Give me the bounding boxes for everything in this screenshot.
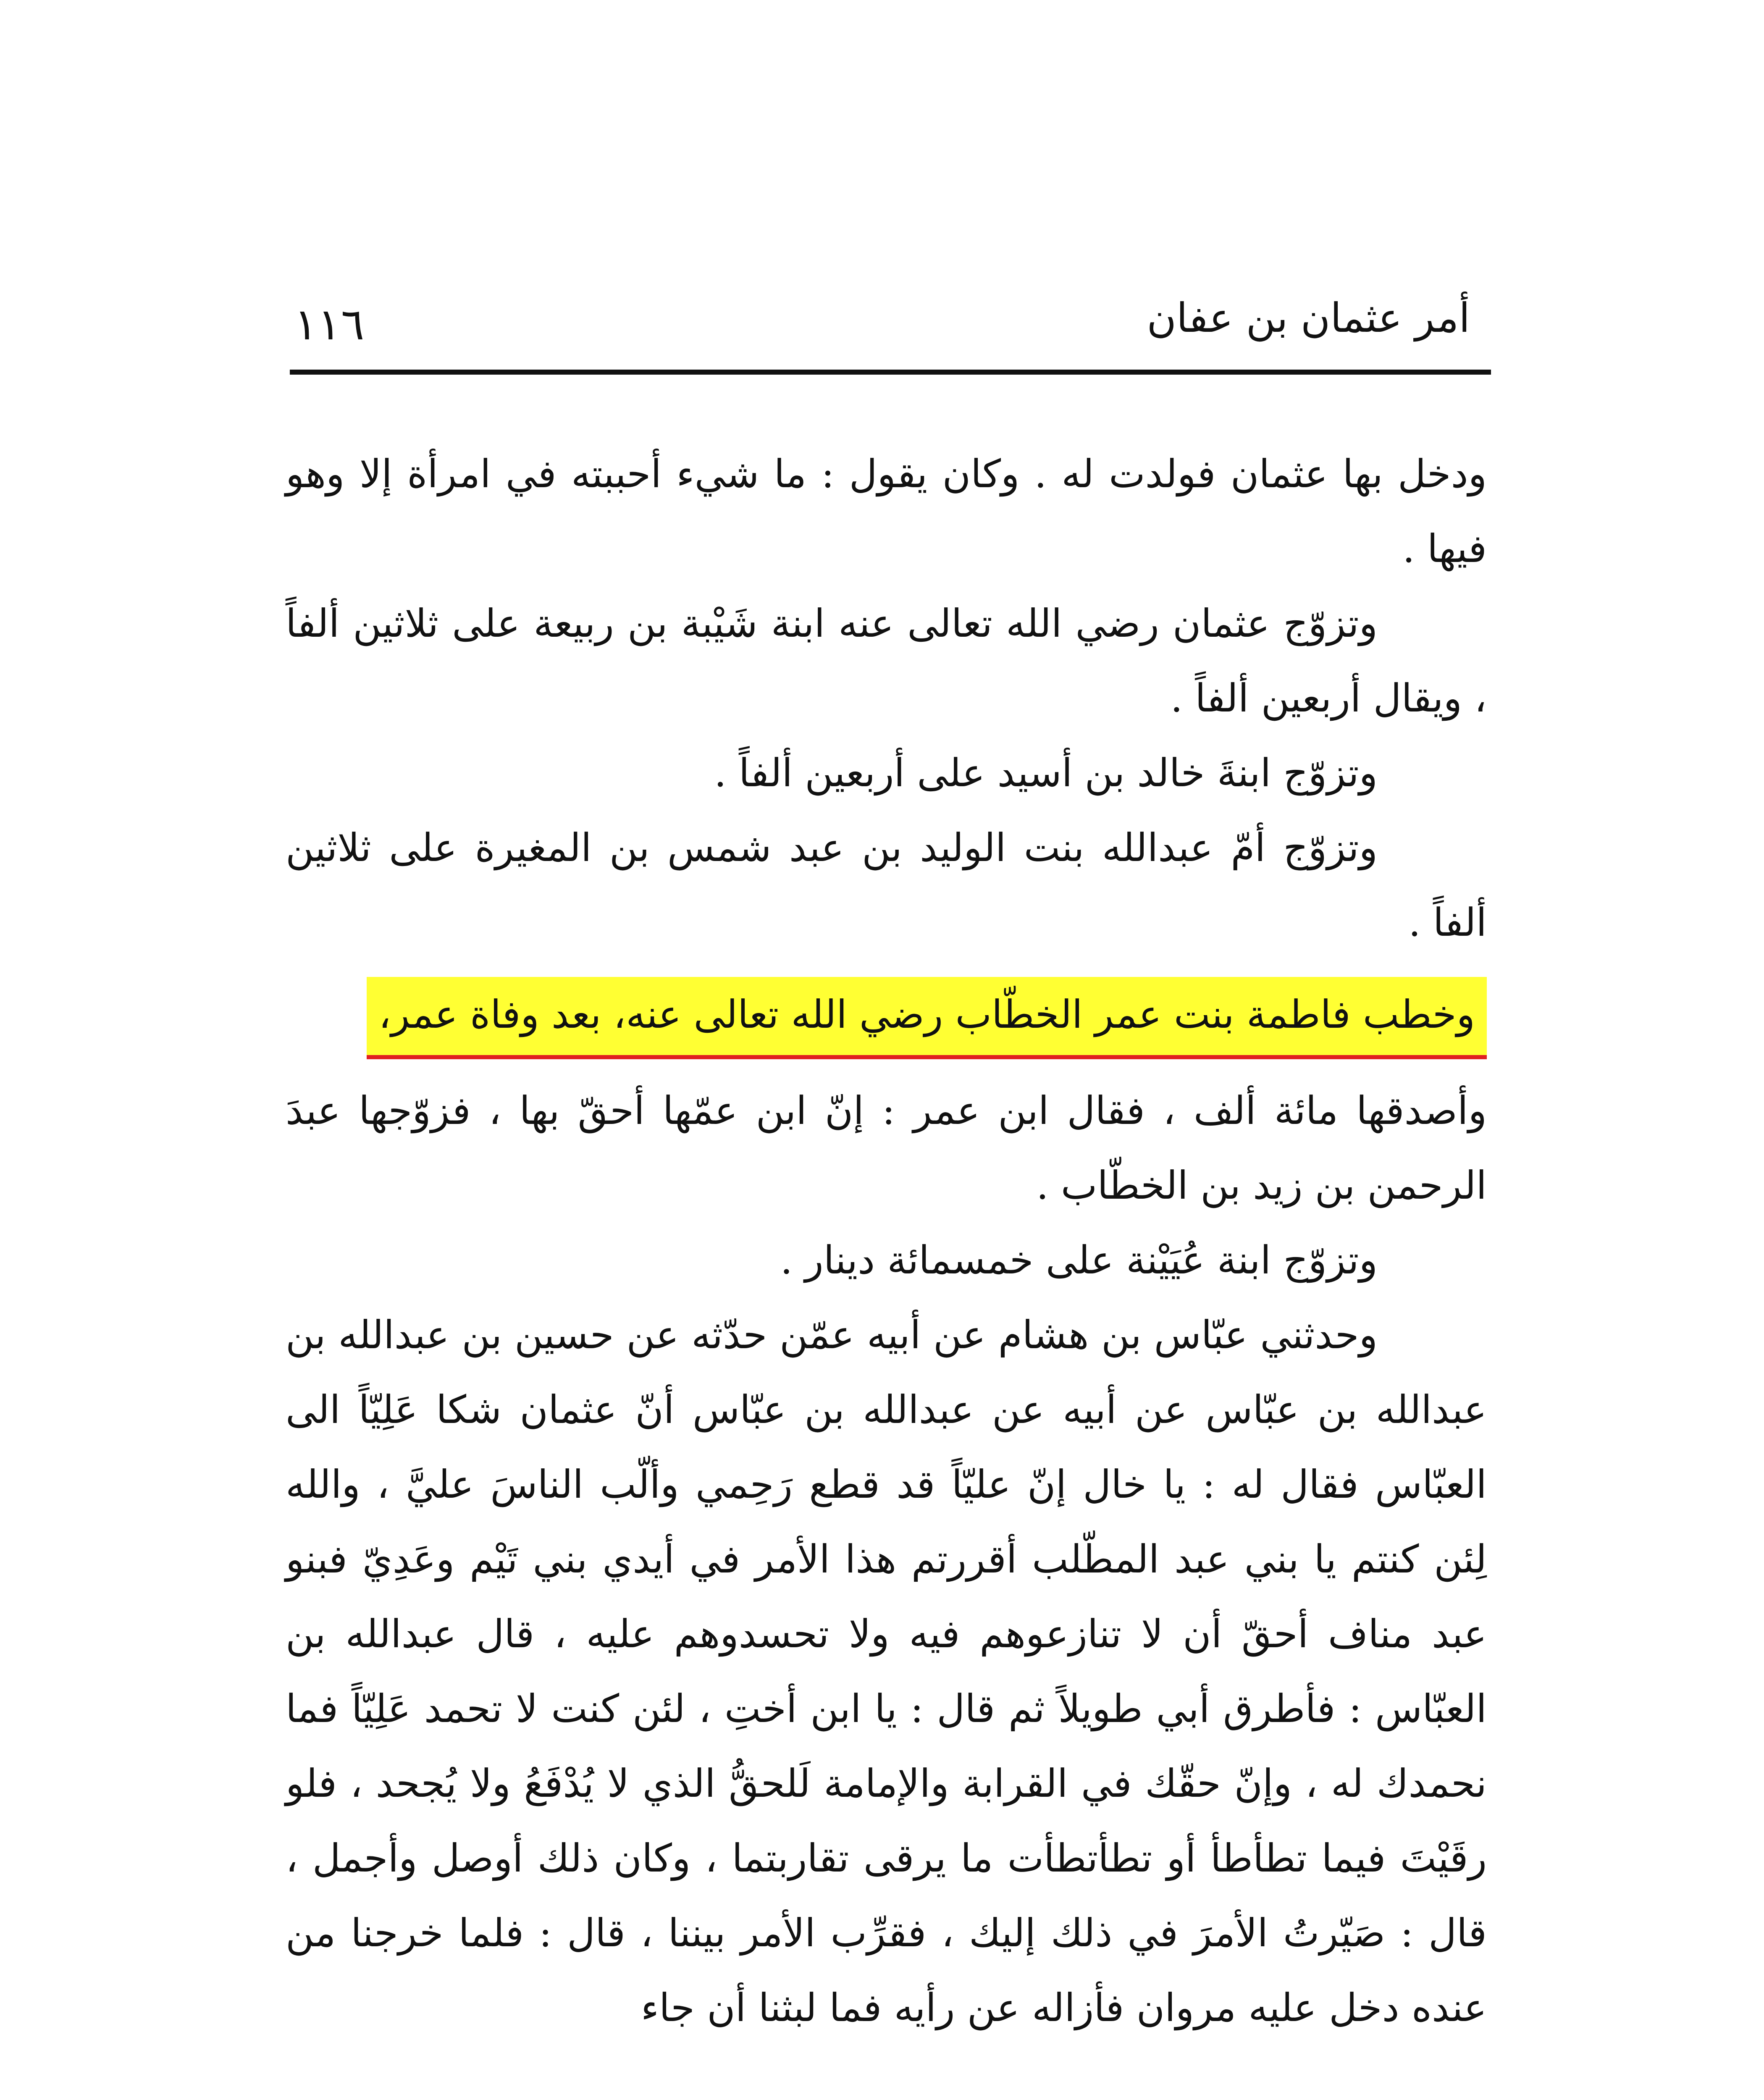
body-text (286, 437, 1487, 2045)
running-title: أمر عثمان بن عفان (1147, 294, 1470, 341)
highlighted-line (367, 977, 1487, 1057)
paragraph-1: ودخل بها عثمان فولدت له . وكان يقول : ما شيء أحببته في امرأة إلا وهو فيها . (286, 452, 1487, 571)
paragraph-4: وتزوّج أمّ عبدالله بنت الوليد بن عبد شمس بن المغيرة على ثلاثين ألفاً . (286, 825, 1487, 945)
red-underline (367, 1055, 1487, 1059)
highlighted-text: وخطب فاطمة بنت عمر الخطّاب رضي الله تعالى عنه، بعد وفاة عمر، (378, 992, 1475, 1037)
paragraph-6: وتزوّج ابنة عُيَيْنة على خمسمائة دينار . (780, 1238, 1378, 1283)
paragraph-7: وحدثني عبّاس بن هشام عن أبيه عمّن حدّثه عن حسين بن عبدالله بن عبدالله بن عبّاس عن أبيه عن عبدالله بن عبّاس أنّ عثمان شكا عَلِيّاً الى العبّاس فقال له : يا خال إنّ عليّاً قد قطع رَحِمي وألّب الناسَ عليَّ ، والله لِئن كنتم يا بني عبد المطّلب أقررتم هذا الأمر في أيدي بني تَيْم وعَدِيّ فبنو عبد مناف أحقّ أن لا تنازعوهم فيه ولا تحسدوهم عليه ، قال عبدالله بن العبّاس : فأطرق أبي طويلاً ثم قال : يا ابن أختِ ، لئن كنت لا تحمد عَلِيّاً فما نحمدك له ، وإنّ حقّك في القرابة والإمامة لَلحقُّ الذي لا يُدْفَعُ ولا يُجحد ، فلو رقَيْتَ فيما تطأطأ أو تطأتطأت ما يرقى تقاربتما ، وكان ذلك أوصل وأجمل ، قال : صَيّرتُ الأمرَ في ذلك إليك ، فقرِّب الأمر بيننا ، قال : فلما خرجنا من عنده دخل عليه مروان فأزاله عن رأيه فما لبثنا أن جاء (286, 1312, 1487, 2030)
paragraph-2: وتزوّج عثمان رضي الله تعالى عنه ابنة شَيْبة بن ربيعة على ثلاثين ألفاً ، ويقال أربعين ألفاً . (286, 601, 1487, 721)
paragraph-5-continuation: وأصدقها مائة ألف ، فقال ابن عمر : إنّ ابن عمّها أحقّ بها ، فزوّجها عبدَ الرحمن بن زيد بن الخطّاب . (286, 1088, 1487, 1208)
paragraph-3: وتزوّج ابنةَ خالد بن أسيد على أربعين ألفاً . (714, 751, 1378, 795)
page-number: ١١٦ (294, 299, 365, 350)
header-rule (290, 370, 1491, 375)
